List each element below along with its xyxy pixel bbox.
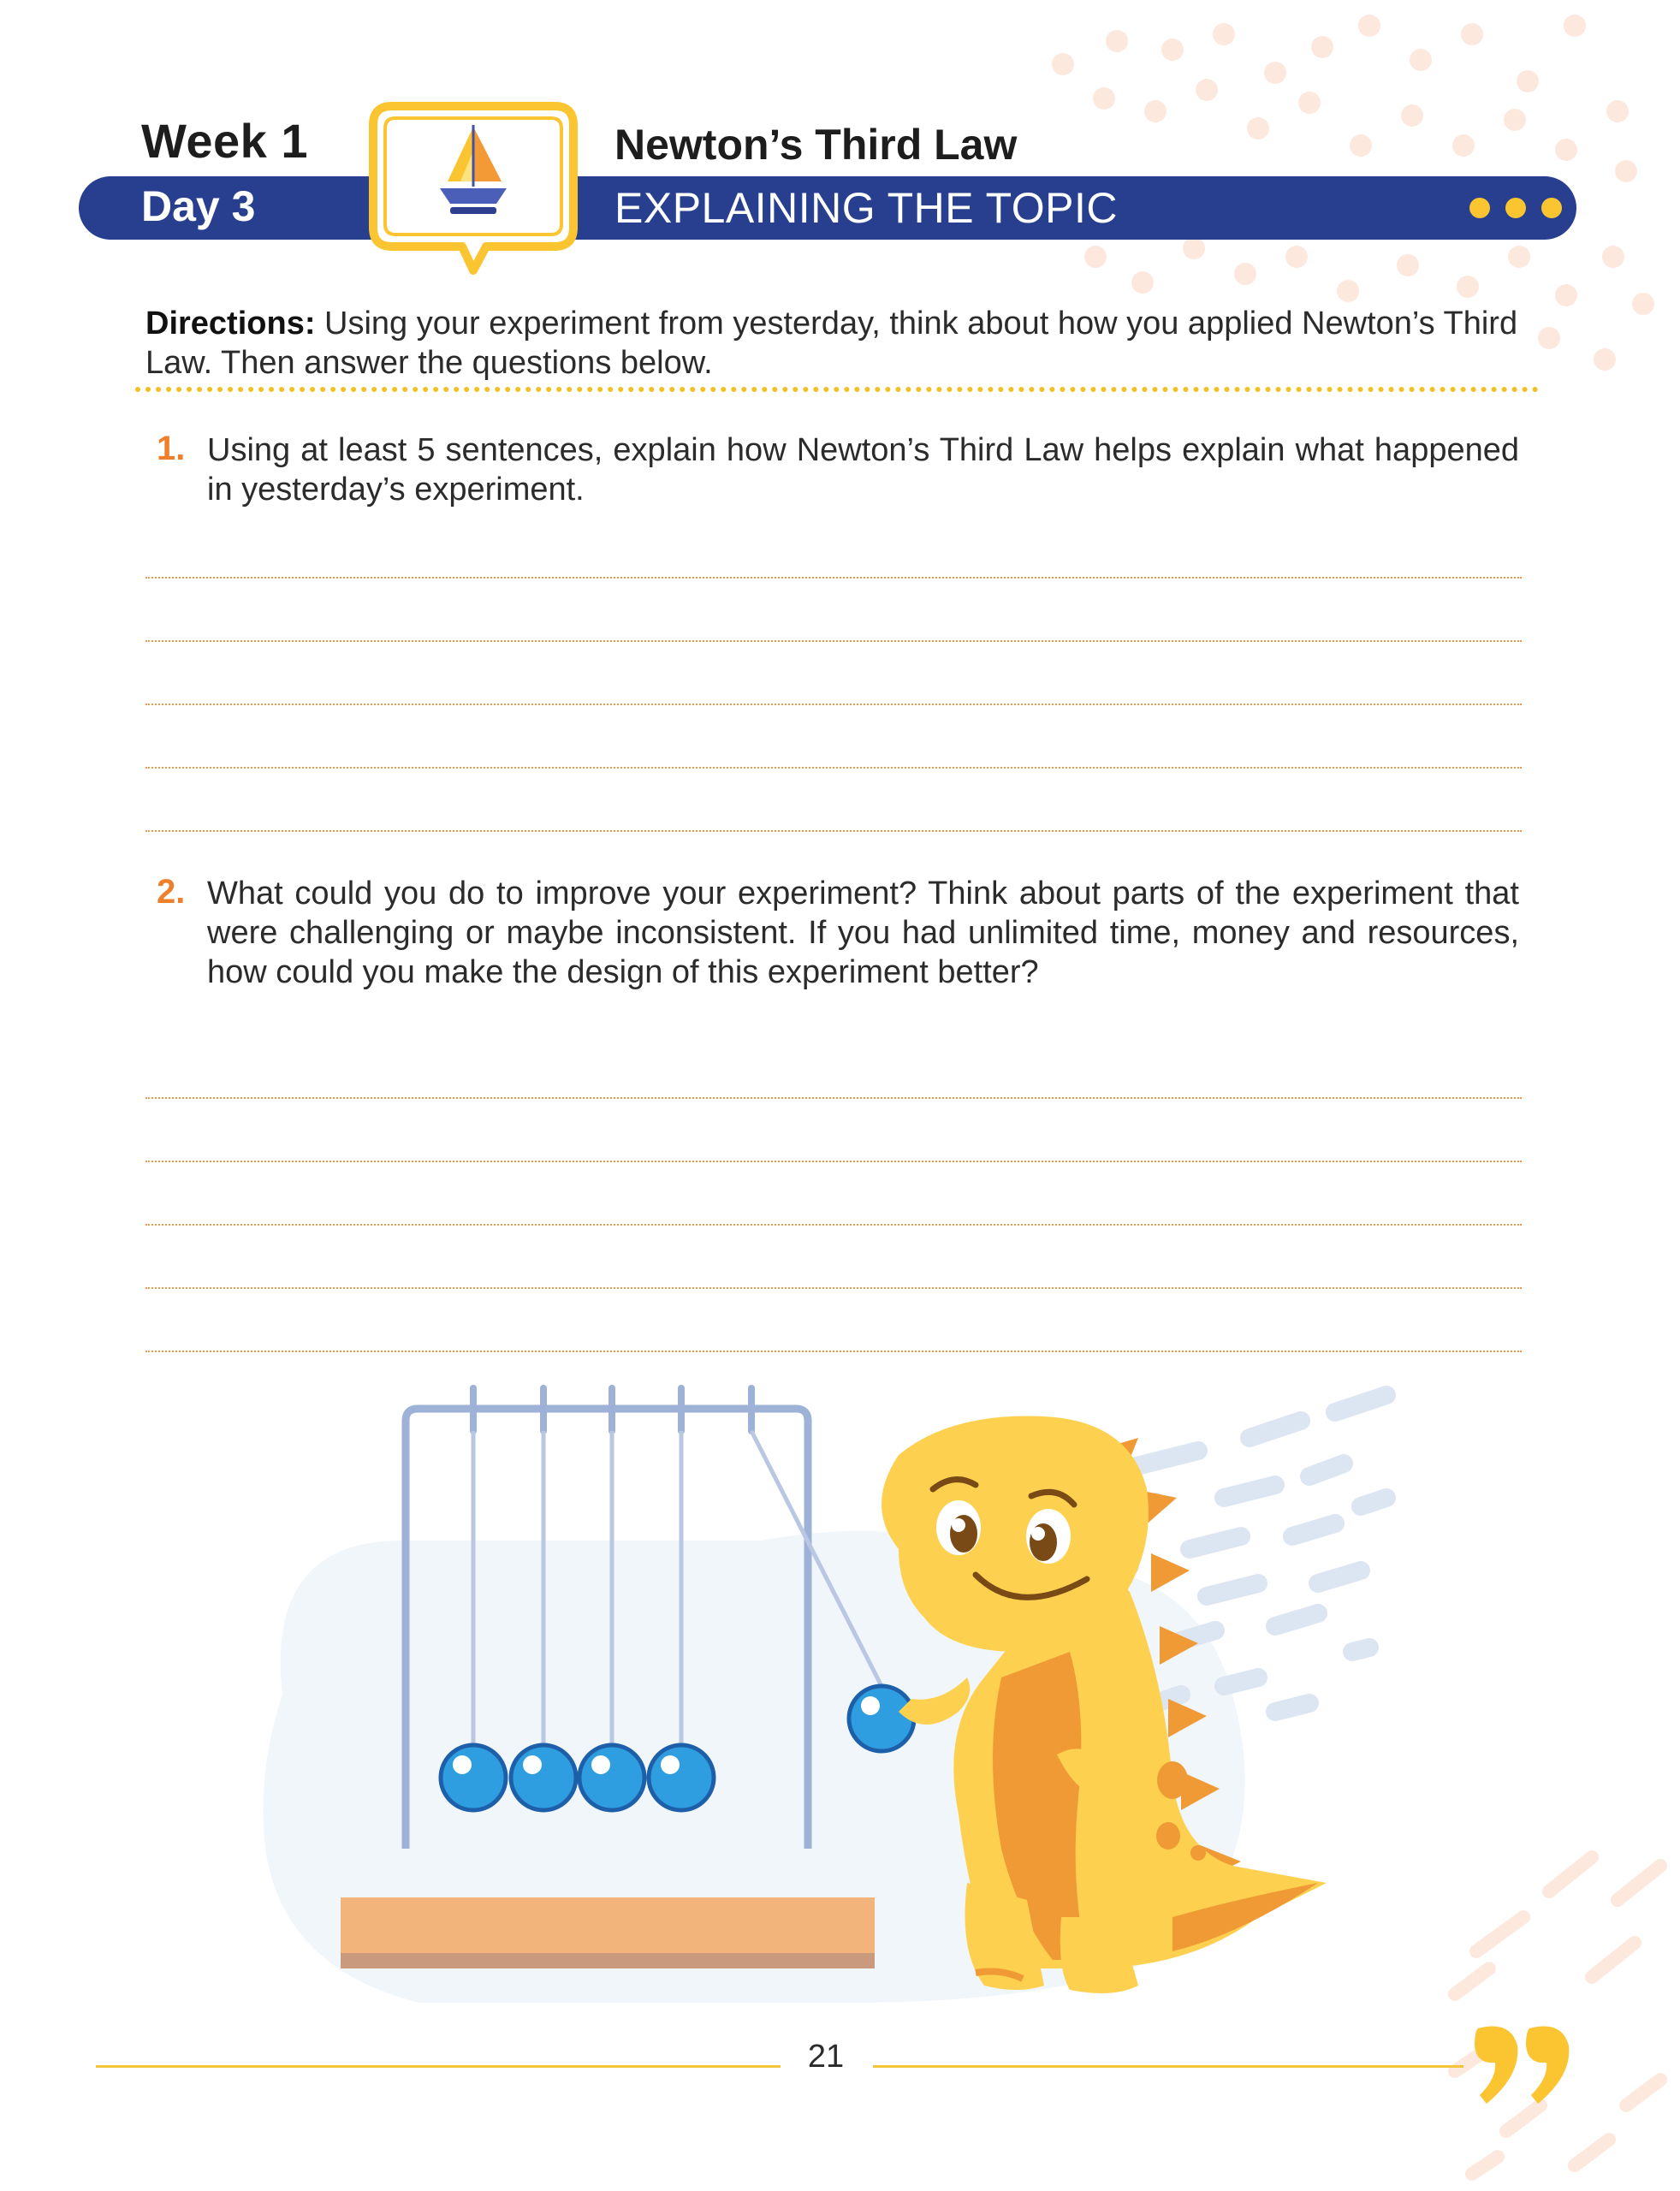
day-label: Day 3 xyxy=(141,182,256,230)
quote-mark-icon xyxy=(1468,2020,1579,2114)
week-label: Week 1 xyxy=(141,114,308,168)
dotted-divider xyxy=(135,387,1539,392)
answer-line[interactable] xyxy=(145,1161,1522,1162)
answer-line[interactable] xyxy=(145,767,1522,769)
newtons-cradle-dinosaur-illustration xyxy=(248,1369,1498,2020)
answer-line[interactable] xyxy=(145,1224,1522,1226)
answer-line[interactable] xyxy=(145,1097,1522,1099)
topic-subtitle: EXPLAINING THE TOPIC xyxy=(614,184,1118,232)
question-number: 2. xyxy=(157,873,186,911)
answer-line[interactable] xyxy=(145,640,1522,642)
topic-title: Newton’s Third Law xyxy=(614,121,1018,169)
more-dots-icon xyxy=(1469,197,1563,219)
footer-line xyxy=(96,2065,781,2068)
question-text: Using at least 5 sentences, explain how Newton’s Third Law helps explain what happened in yesterday’s experiment. xyxy=(207,432,1519,508)
footer-line xyxy=(873,2065,1463,2068)
answer-line[interactable] xyxy=(145,1351,1522,1352)
directions-text xyxy=(145,304,1532,383)
directions-label: Directions: xyxy=(145,306,316,341)
question-text: What could you do to improve your experiment? Think about parts of the experiment that were challenging or maybe inconsistent. If you had unlimited time, money and resources, how could you make the design of this experiment better? xyxy=(207,876,1519,990)
question-number: 1. xyxy=(157,430,186,467)
directions-body: Using your experiment from yesterday, think about how you applied Newton’s Third Law. Then answer the questions below. xyxy=(145,306,1518,381)
answer-line[interactable] xyxy=(145,577,1522,579)
answer-line[interactable] xyxy=(145,830,1522,832)
sailboat-logo-icon xyxy=(366,99,580,279)
answer-line[interactable] xyxy=(145,1287,1522,1289)
page-number: 21 xyxy=(807,2039,845,2075)
answer-line[interactable] xyxy=(145,704,1522,705)
